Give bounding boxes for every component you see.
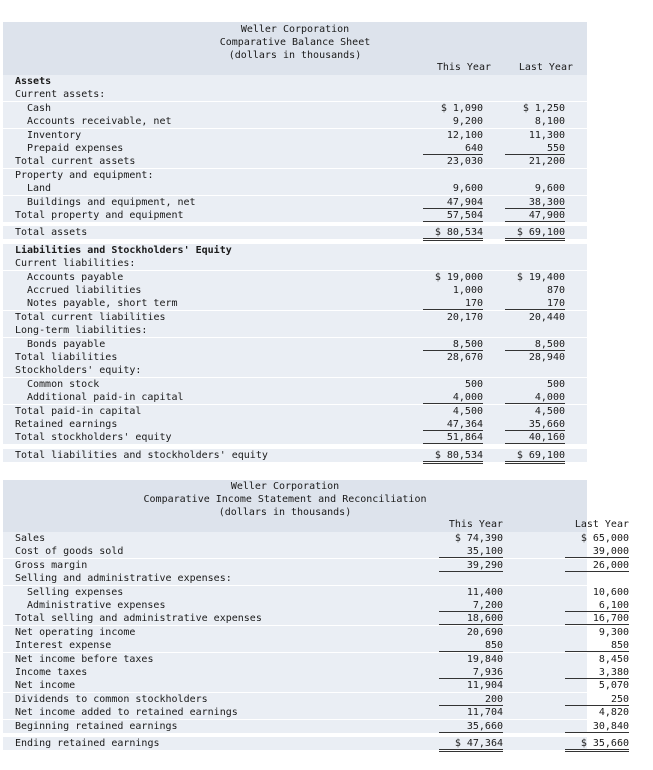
statement-row xyxy=(3,586,629,599)
this-year-value: 57,504 xyxy=(423,209,483,222)
last-year-value: 8,450 xyxy=(598,653,629,665)
last-year-value: 47,900 xyxy=(505,209,565,222)
this-year-value: $ 80,534 xyxy=(423,226,483,241)
last-year-value: $ 35,660 xyxy=(565,737,629,752)
statement-row xyxy=(3,532,629,545)
row-label: Notes payable, short term xyxy=(27,298,178,310)
statement-row xyxy=(3,737,629,750)
row-label: Current assets: xyxy=(15,89,106,101)
row-label: Administrative expenses xyxy=(27,600,166,611)
last-year-value: 10,600 xyxy=(592,586,629,598)
this-year-value: 200 xyxy=(439,693,503,706)
income-statement-title: Comparative Income Statement and Reconciliation xyxy=(143,494,427,505)
last-year-value: 28,940 xyxy=(528,352,565,363)
this-year-value: 12,100 xyxy=(446,129,483,141)
statement-row xyxy=(3,449,587,462)
statement-row xyxy=(3,102,587,115)
last-year-value: 20,440 xyxy=(528,311,565,323)
last-year-value: 3,380 xyxy=(565,666,629,679)
statement-row xyxy=(3,257,587,270)
last-year-value: 4,000 xyxy=(505,391,565,404)
last-year-value: $ 69,100 xyxy=(505,449,565,464)
statement-row xyxy=(3,169,587,182)
last-year-value: 40,160 xyxy=(505,431,565,444)
statement-row xyxy=(3,311,587,324)
last-year-value: 550 xyxy=(505,142,565,155)
balance-sheet-col-this-year: This Year xyxy=(436,62,491,73)
row-label: Total assets xyxy=(15,227,88,239)
this-year-value: 11,704 xyxy=(466,707,503,719)
this-year-value: 47,904 xyxy=(423,196,483,209)
statement-row xyxy=(3,297,587,310)
this-year-value: 18,600 xyxy=(439,612,503,625)
balance-sheet-title: Comparative Balance Sheet xyxy=(219,37,371,48)
this-year-value: 9,600 xyxy=(452,183,483,195)
statement-row xyxy=(3,338,587,351)
statement-row xyxy=(3,115,587,128)
this-year-value: 35,100 xyxy=(439,545,503,558)
statement-row xyxy=(3,129,587,142)
last-year-value: 5,070 xyxy=(598,680,629,692)
balance-sheet-company: Weller Corporation xyxy=(240,24,350,35)
last-year-value: $ 1,250 xyxy=(522,102,565,114)
row-label: Total liabilities xyxy=(15,352,118,363)
last-year-value: 9,300 xyxy=(598,626,629,638)
this-year-value: 51,864 xyxy=(423,431,483,444)
statement-row xyxy=(3,88,587,101)
this-year-value: $ 80,534 xyxy=(423,449,483,464)
last-year-value: 4,500 xyxy=(534,405,565,417)
statement-row xyxy=(3,666,629,679)
row-label: Assets xyxy=(15,76,52,87)
this-year-value: 850 xyxy=(439,639,503,652)
statement-row xyxy=(3,142,587,155)
statement-row xyxy=(3,720,629,733)
statement-row xyxy=(3,653,629,666)
row-label: Selling and administrative expenses: xyxy=(15,573,232,585)
row-label: Gross margin xyxy=(15,559,88,571)
last-year-value: 35,660 xyxy=(505,418,565,431)
last-year-value: 250 xyxy=(565,693,629,706)
row-label: Retained earnings xyxy=(15,419,118,430)
income-statement xyxy=(3,480,629,760)
row-label: Accounts receivable, net xyxy=(27,116,172,128)
row-label: Accrued liabilities xyxy=(27,285,142,296)
statement-row xyxy=(3,545,629,558)
statement-row xyxy=(3,209,587,222)
this-year-value: 11,904 xyxy=(466,680,503,692)
this-year-value: 4,000 xyxy=(423,391,483,404)
row-label: Dividends to common stockholders xyxy=(15,693,208,705)
statement-row xyxy=(3,196,587,209)
last-year-value: 9,600 xyxy=(534,183,565,195)
row-label: Liabilities and Stockholders' Equity xyxy=(15,244,232,256)
statement-row xyxy=(3,431,587,444)
row-label: Net income before taxes xyxy=(15,653,154,665)
statement-row xyxy=(3,559,629,572)
row-label: Bonds payable xyxy=(27,338,106,350)
this-year-value: 170 xyxy=(423,297,483,310)
statement-row xyxy=(3,364,587,377)
this-year-value: 7,936 xyxy=(439,666,503,679)
statement-row xyxy=(3,378,587,391)
income-statement-col-last-year: Last Year xyxy=(574,519,629,530)
this-year-value: $ 1,090 xyxy=(440,102,483,114)
statement-row xyxy=(3,351,587,364)
this-year-value: 39,290 xyxy=(439,559,503,572)
statement-row xyxy=(3,418,587,431)
income-statement-company: Weller Corporation xyxy=(230,481,340,492)
last-year-value: 30,840 xyxy=(565,720,629,733)
statement-row xyxy=(3,226,587,239)
row-label: Net income xyxy=(15,680,76,692)
this-year-value: $ 19,000 xyxy=(434,271,483,283)
last-year-value: 38,300 xyxy=(505,196,565,209)
row-label: Net operating income xyxy=(15,626,136,638)
last-year-value: 16,700 xyxy=(565,612,629,625)
this-year-value: 20,170 xyxy=(446,311,483,323)
statement-row xyxy=(3,244,587,257)
last-year-value: 4,820 xyxy=(598,707,629,719)
statement-row xyxy=(3,405,587,418)
last-year-value: $ 69,100 xyxy=(505,226,565,241)
row-label: Total liabilities and stockholders' equity xyxy=(15,449,268,461)
last-year-value: 850 xyxy=(565,639,629,652)
this-year-value: 35,660 xyxy=(439,720,503,733)
row-label: Accounts payable xyxy=(27,271,124,283)
row-label: Long-term liabilities: xyxy=(15,325,148,337)
statement-row xyxy=(3,639,629,652)
statement-row xyxy=(3,626,629,639)
last-year-value: 39,000 xyxy=(565,545,629,558)
balance-sheet-units: (dollars in thousands) xyxy=(228,50,362,61)
row-label: Common stock xyxy=(27,378,100,390)
row-label: Buildings and equipment, net xyxy=(27,196,196,208)
balance-sheet xyxy=(3,22,587,462)
income-statement-units: (dollars in thousands) xyxy=(218,507,352,518)
statement-row xyxy=(3,599,629,612)
this-year-value: $ 47,364 xyxy=(439,737,503,752)
statement-row xyxy=(3,284,587,297)
this-year-value: 28,670 xyxy=(446,352,483,363)
this-year-value: 640 xyxy=(423,142,483,155)
row-label: Total selling and administrative expenses xyxy=(15,613,262,625)
this-year-value: 7,200 xyxy=(439,599,503,612)
this-year-value: 20,690 xyxy=(466,626,503,638)
this-year-value: 1,000 xyxy=(452,285,483,296)
row-label: Income taxes xyxy=(15,667,88,678)
row-label: Property and equipment: xyxy=(15,169,154,181)
statement-row xyxy=(3,391,587,404)
this-year-value: 500 xyxy=(464,378,483,390)
this-year-value: 4,500 xyxy=(452,405,483,417)
row-label: Selling expenses xyxy=(27,586,124,598)
this-year-value: 23,030 xyxy=(446,156,483,168)
last-year-value: $ 65,000 xyxy=(580,533,629,544)
row-label: Total stockholders' equity xyxy=(15,432,172,444)
statement-row xyxy=(3,271,587,284)
this-year-value: 19,840 xyxy=(466,653,503,665)
statement-row xyxy=(3,679,629,692)
this-year-value: 47,364 xyxy=(423,418,483,431)
last-year-value: 500 xyxy=(546,378,565,390)
last-year-value: 870 xyxy=(546,285,565,296)
income-statement-col-this-year: This Year xyxy=(448,519,503,530)
row-label: Cost of goods sold xyxy=(15,546,124,558)
last-year-value: 26,000 xyxy=(565,559,629,572)
statement-row xyxy=(3,324,587,337)
row-label: Net income added to retained earnings xyxy=(15,707,238,719)
statement-row xyxy=(3,182,587,195)
this-year-value: 11,400 xyxy=(466,586,503,598)
row-label: Total current assets xyxy=(15,156,136,168)
statement-row xyxy=(3,706,629,719)
row-label: Interest expense xyxy=(15,640,112,652)
this-year-value: $ 74,390 xyxy=(454,533,503,544)
last-year-value: 11,300 xyxy=(528,129,565,141)
row-label: Sales xyxy=(15,533,46,544)
statement-row xyxy=(3,693,629,706)
last-year-value: 8,100 xyxy=(534,116,565,128)
row-label: Total property and equipment xyxy=(15,210,184,221)
last-year-value: $ 19,400 xyxy=(516,271,565,283)
this-year-value: 9,200 xyxy=(452,116,483,128)
statement-row xyxy=(3,612,629,625)
last-year-value: 170 xyxy=(505,297,565,310)
row-label: Prepaid expenses xyxy=(27,143,124,154)
this-year-value: 8,500 xyxy=(423,338,483,351)
row-label: Inventory xyxy=(27,129,82,141)
row-label: Beginning retained earnings xyxy=(15,720,178,732)
row-label: Land xyxy=(27,183,52,195)
balance-sheet-col-last-year: Last Year xyxy=(518,62,573,73)
row-label: Stockholders' equity: xyxy=(15,365,142,377)
last-year-value: 8,500 xyxy=(505,338,565,351)
row-label: Ending retained earnings xyxy=(15,738,160,749)
last-year-value: 21,200 xyxy=(528,156,565,168)
last-year-value: 6,100 xyxy=(565,599,629,612)
row-label: Total current liabilities xyxy=(15,311,166,323)
row-label: Additional paid-in capital xyxy=(27,392,184,404)
row-label: Total paid-in capital xyxy=(15,405,142,417)
row-label: Current liabilities: xyxy=(15,258,136,270)
statement-row xyxy=(3,572,587,585)
statement-row xyxy=(3,155,587,168)
statement-row xyxy=(3,75,587,88)
row-label: Cash xyxy=(27,102,52,114)
